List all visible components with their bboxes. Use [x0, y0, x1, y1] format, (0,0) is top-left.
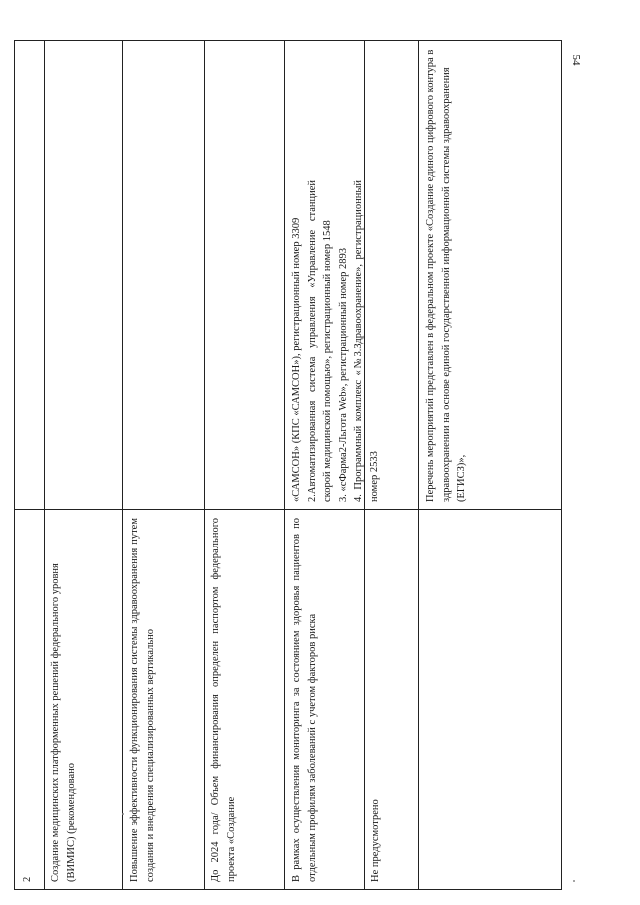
table-border-bottom: [561, 40, 562, 890]
table-border: [284, 40, 285, 890]
table-border-left: [14, 889, 562, 890]
row2-finance: Не предусмотрено: [370, 799, 381, 882]
table-border-top: [14, 40, 15, 890]
prev-software-cell: [286, 176, 380, 506]
page-number: 54: [570, 54, 582, 66]
prev-software-4: 4. Программный комплекс «№3.Здравоохранение», регистрационный номер 2533: [353, 180, 380, 502]
row2-number: [17, 846, 41, 886]
table-border-right: [14, 40, 562, 41]
prev-software-3: 3. «сФарма2-Льгота Web», регистрационный номер 2893: [337, 248, 349, 502]
table-border: [122, 40, 123, 890]
prev-note: Перечень мероприятий представлен в федеральном проекте «Создание единого цифрового контура в здравоохранении на основе единой государственной информационной системы здравоохранения (ЕГИСЗ)»,: [425, 49, 468, 502]
row2-software: В рамках осуществления мониторинга за состоянием здоровья пациентов по отдельным профилям заболеваний с учетом факторов риска: [291, 518, 318, 882]
row2-deadline-cell: [205, 514, 283, 886]
row2-name-cell: [45, 514, 121, 886]
scan-speck: [122, 813, 124, 815]
prev-software-1: «САМСОН» (КПС «САМСОН»), регистрационный номер 3309: [291, 217, 302, 502]
row2-deadline: До 2024 года/ Объем финансирования определен паспортом федерального проекта «Создание: [210, 518, 237, 882]
row2-finance-cell: [365, 514, 417, 886]
row-divider: [14, 509, 562, 510]
prev-note-cell: [420, 44, 560, 506]
table-rotated: [14, 40, 562, 890]
row-number: 2: [22, 876, 33, 882]
row2-software-cell: [286, 514, 363, 886]
prev-software-2: 2.Автоматизированная система управления «Управление станцией скорой медицинской помощью», регистрационный номер 1548: [306, 180, 334, 502]
scan-speck: [573, 880, 575, 882]
row2-goal: Повышение эффективности функционирования системы здравоохранения путем создания и внедрения специализированных вертикально: [129, 518, 156, 882]
row2-name: Создание медицинских платформенных решений федерального уровня (ВИМИС) (рекомендовано: [50, 563, 77, 882]
row2-goal-cell: [124, 514, 203, 886]
table-border: [418, 40, 419, 890]
row2-note-cell: [420, 514, 560, 886]
